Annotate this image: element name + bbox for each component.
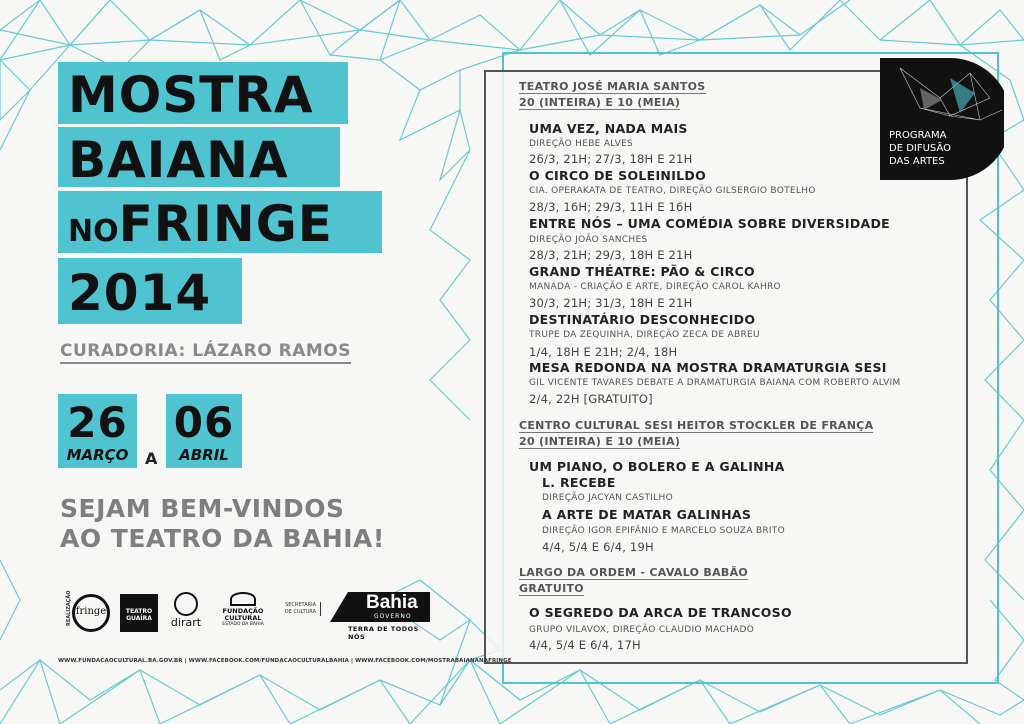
date-connector: A xyxy=(145,449,158,468)
venue-2-name-text: CENTRO CULTURAL SESI HEITOR STOCKLER DE FRANÇA xyxy=(519,419,874,432)
venue-2-price-text: 20 (INTEIRA) E 10 (MEIA) xyxy=(519,435,681,448)
teatro-logo-text: TEATRO xyxy=(125,608,153,615)
fundacao-logo-text: FUNDAÇÃO CULTURAL xyxy=(222,607,264,622)
start-date-block xyxy=(58,394,137,468)
venue-3-price xyxy=(519,582,584,595)
event-dates: 4/4, 5/4 E 6/4, 17H xyxy=(529,638,641,652)
event-dates: 26/3, 21H; 27/3, 18H E 21H xyxy=(529,152,693,166)
footer-urls: WWW.FUNDACAOCULTURAL.BA.GOV.BR | WWW.FACEBOOK.COM/FUNDACAOCULTURALBAHIA | WWW.FACEBOOK.COM/MOSTRABAIANANAFRINGE xyxy=(58,658,512,664)
event-dates: 28/3, 16H; 29/3, 11H E 16H xyxy=(529,200,693,214)
venue-3-name xyxy=(519,566,748,579)
event-title: DESTINATÁRIO DESCONHECIDO xyxy=(529,312,756,327)
event-direction: DIREÇÃO JACYAN CASTILHO xyxy=(542,493,673,503)
title-line-fringe xyxy=(58,191,382,253)
dirart-logo-text: dirart xyxy=(170,616,202,629)
teatro-logo-sub: GUAÍRA xyxy=(126,615,152,622)
welcome-line-1: SEJAM BEM-VINDOS xyxy=(60,494,345,523)
event-direction: DIREÇÃO IGOR EPIFÂNIO E MARCELO SOUZA BRITO xyxy=(542,526,786,536)
event-subtitle: A ARTE DE MATAR GALINHAS xyxy=(542,507,752,522)
welcome-message xyxy=(60,494,385,554)
title-text-2: BAIANA xyxy=(68,131,289,189)
venue-1-price xyxy=(519,96,680,109)
event-dates: 4/4, 5/4 E 6/4, 19H xyxy=(542,540,654,554)
venue-3-price-text: GRATUITO xyxy=(519,582,584,595)
venue-1-price-text: 20 (INTEIRA) E 10 (MEIA) xyxy=(519,96,681,109)
start-day: 26 xyxy=(67,398,128,447)
badge-line-2: DE DIFUSÃO xyxy=(889,143,951,154)
event-direction: MANADA - CRIAÇÃO E ARTE, DIREÇÃO CAROL KAHRO xyxy=(529,282,781,292)
end-day: 06 xyxy=(173,398,235,447)
fundacao-logo-sub: ESTADO DA BAHIA xyxy=(222,622,264,627)
bahia-slogan: TERRA DE TODOS NÓS xyxy=(348,625,419,641)
event-dates: 1/4, 18H E 21H; 2/4, 18H xyxy=(529,345,678,359)
event-title: GRAND THÉATRE: PÃO & CIRCO xyxy=(529,264,755,279)
title-line-year xyxy=(58,258,242,324)
venue-2-price xyxy=(519,435,680,448)
event-dates: 30/3, 21H; 31/3, 18H E 21H xyxy=(529,296,693,310)
venue-1-name xyxy=(519,80,706,93)
event-direction: DIREÇÃO JOÃO SANCHES xyxy=(529,235,648,245)
event-title: ENTRE NÓS – UMA COMÉDIA SOBRE DIVERSIDADE xyxy=(529,216,890,231)
event-title: O CIRCO DE SOLEINILDO xyxy=(529,168,707,183)
event-dates: 2/4, 22H [GRATUITO] xyxy=(529,392,653,406)
dirart-icon xyxy=(174,592,198,616)
event-direction: CIA. OPERAKATA DE TEATRO, DIREÇÃO GILSERGIO BOTELHO xyxy=(529,186,816,196)
badge-text xyxy=(889,129,951,168)
fundacao-cultural-logo xyxy=(216,592,270,634)
secretaria-label: SECRETARIA DE CULTURA xyxy=(280,602,321,616)
start-month: MARÇO xyxy=(66,446,129,464)
welcome-line-2: AO TEATRO DA BAHIA! xyxy=(60,524,385,553)
event-direction: TRUPE DA ZEQUINHA, DIREÇÃO ZECA DE ABREU xyxy=(529,330,760,340)
realizacao-label: REALIZAÇÃO xyxy=(66,590,72,626)
fringe-logo xyxy=(72,594,110,632)
dirart-logo xyxy=(166,592,206,634)
title-line-mostra xyxy=(58,62,348,124)
curadoria-label: CURADORIA: LÁZARO RAMOS xyxy=(60,341,351,364)
badge-line-3: DAS ARTES xyxy=(889,156,945,167)
venue-3-name-text: LARGO DA ORDEM - CAVALO BABÃO xyxy=(519,566,749,579)
event-direction: GIL VICENTE TAVARES DEBATE A DRAMATURGIA BAIANA COM ROBERTO ALVIM xyxy=(529,378,901,388)
event-dates: 28/3, 21H; 29/3, 18H E 21H xyxy=(529,248,693,262)
event-title: MESA REDONDA NA MOSTRA DRAMATURGIA SESI xyxy=(529,360,887,375)
title-text-3: FRINGE xyxy=(118,195,333,253)
bahia-governo-logo xyxy=(330,592,434,641)
end-month: ABRIL xyxy=(179,446,229,464)
badge-line-1: PROGRAMA xyxy=(889,130,947,141)
event-title: UMA VEZ, NADA MAIS xyxy=(529,121,688,136)
teatro-guaira-logo xyxy=(120,594,158,632)
fringe-logo-text: fringe xyxy=(75,606,107,617)
event-title: UM PIANO, O BOLERO E A GALINHA xyxy=(529,459,785,474)
title-line-baiana xyxy=(58,127,340,187)
governo-logo-text: GOVERNO xyxy=(374,613,412,620)
title-text-1: MOSTRA xyxy=(68,66,314,124)
event-subtitle: L. RECEBE xyxy=(542,475,616,490)
bahia-logo-text: Bahia xyxy=(366,592,418,613)
event-direction: GRUPO VILAVOX, DIREÇÃO CLAUDIO MACHADO xyxy=(529,625,755,635)
title-text-no: NO xyxy=(68,214,119,249)
end-date-block xyxy=(166,394,242,468)
title-text-4: 2014 xyxy=(68,264,212,322)
fundacao-icon xyxy=(230,592,256,606)
event-direction: DIREÇÃO HEBE ALVES xyxy=(529,139,634,149)
sponsor-logos xyxy=(58,590,438,641)
event-title: O SEGREDO DA ARCA DE TRANCOSO xyxy=(529,605,792,620)
venue-2-name xyxy=(519,419,873,432)
venue-1-name-text: TEATRO JOSÉ MARIA SANTOS xyxy=(519,80,706,93)
